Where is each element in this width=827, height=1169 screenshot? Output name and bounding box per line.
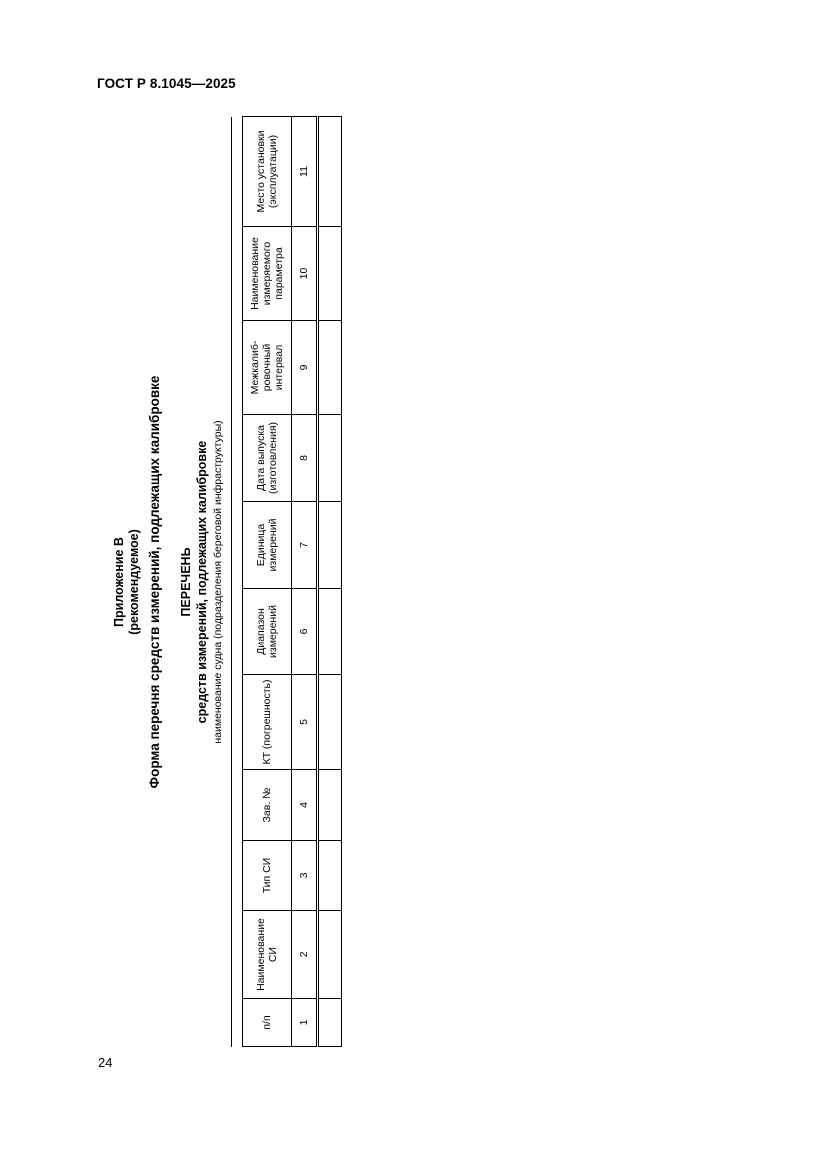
column-number: 6	[292, 589, 318, 675]
vessel-name-caption: наименование судна (подразделения береговой инфраструктуры)	[212, 420, 224, 744]
table-cell	[318, 415, 342, 502]
list-title: ПЕРЕЧЕНЬ	[179, 547, 193, 617]
column-header: Наименование измеряемого параметра	[243, 227, 292, 321]
column-header: Диапазон измерений	[243, 589, 292, 675]
column-header: Зав. №	[243, 770, 292, 841]
annex-title: Приложение В	[112, 537, 126, 627]
column-number: 3	[292, 841, 318, 911]
table-cell	[318, 502, 342, 589]
table-cell	[318, 770, 342, 841]
column-number: 10	[292, 227, 318, 321]
column-header: Межкалиб-ровочный интервал	[243, 321, 292, 415]
column-number: 7	[292, 502, 318, 589]
calibration-list-table	[242, 116, 342, 1047]
table-cell	[318, 227, 342, 321]
table-cell	[318, 911, 342, 999]
column-number: 9	[292, 321, 318, 415]
page-number: 24	[98, 1055, 113, 1070]
column-number: 2	[292, 911, 318, 999]
list-subtitle: средств измерений, подлежащих калибровке	[195, 440, 209, 724]
vessel-name-line	[231, 117, 232, 1047]
column-header: Единица измерений	[243, 502, 292, 589]
column-header: Наименование СИ	[243, 911, 292, 999]
column-header: п/п	[243, 999, 292, 1047]
column-number: 8	[292, 415, 318, 502]
rotated-annex-content	[112, 117, 342, 1047]
table-cell	[318, 321, 342, 415]
table-cell	[318, 841, 342, 911]
table-cell	[318, 117, 342, 227]
column-header: Место установки (эксплуатации)	[243, 117, 292, 227]
table-cell	[318, 999, 342, 1047]
column-header: Тип СИ	[243, 841, 292, 911]
empty-table-row	[318, 117, 342, 1047]
column-number: 11	[292, 117, 318, 227]
column-number: 4	[292, 770, 318, 841]
column-header: КТ (погрешность)	[243, 675, 292, 770]
column-number: 1	[292, 999, 318, 1047]
column-number-row	[292, 117, 318, 1047]
form-title: Форма перечня средств измерений, подлежащих калибровке	[147, 375, 162, 789]
table-cell	[318, 675, 342, 770]
column-number: 5	[292, 675, 318, 770]
document-code: ГОСТ Р 8.1045—2025	[97, 76, 236, 91]
annex-status: (рекомендуемое)	[127, 529, 141, 635]
table-header-row	[243, 117, 292, 1047]
table-cell	[318, 589, 342, 675]
column-header: Дата выпуска (изготовления)	[243, 415, 292, 502]
